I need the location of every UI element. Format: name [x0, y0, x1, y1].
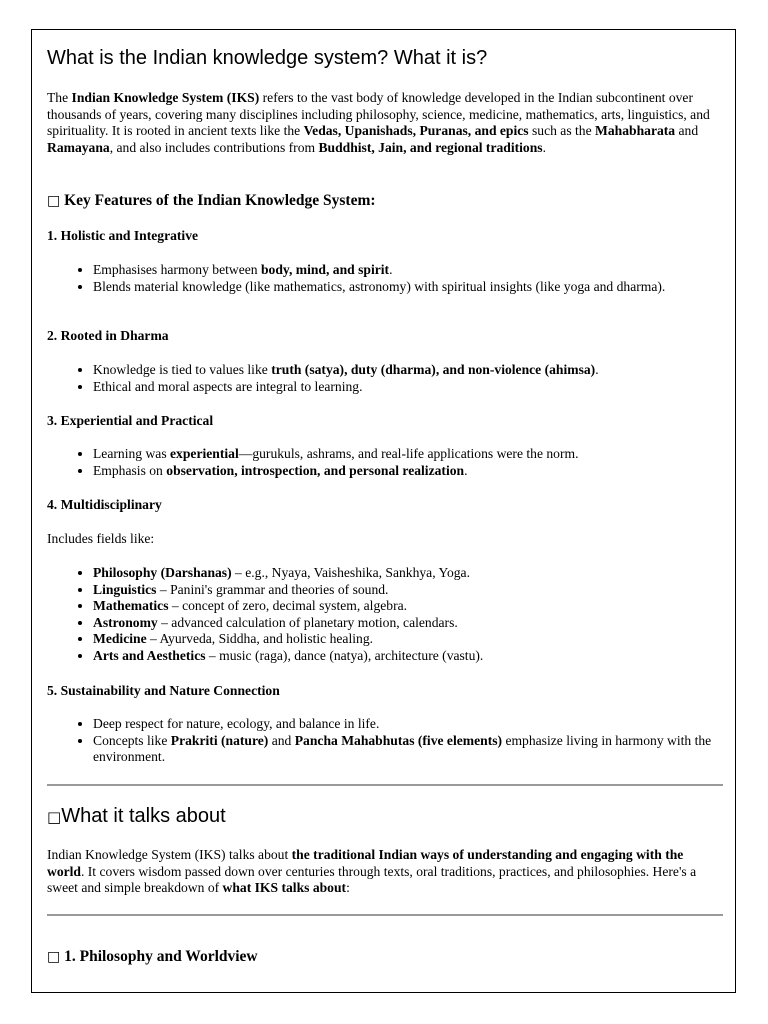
list-item-text: —gurukuls, ashrams, and real-life applications were the norm.	[238, 446, 579, 461]
list-item-term: Arts and Aesthetics	[93, 647, 206, 663]
list-item-text: Emphasises harmony between	[93, 262, 261, 277]
list-experiential	[47, 446, 723, 479]
list-sustainability	[47, 716, 723, 766]
list-item-text: Knowledge is tied to values like	[93, 362, 272, 377]
key-features-heading	[47, 191, 376, 211]
list-item	[93, 463, 723, 480]
intro-bold-ramayana: Ramayana	[47, 139, 110, 155]
philosophy-heading	[47, 947, 258, 967]
list-item	[93, 615, 723, 632]
list-item	[93, 648, 723, 665]
list-item: • Ethical and moral aspects are integral to learning.	[93, 379, 723, 396]
list-item: • Blends material knowledge (like mathematics, astronomy) with spiritual insights (like yoga and dharma).	[93, 279, 723, 296]
list-item	[93, 631, 723, 648]
intro-text: and	[675, 123, 699, 138]
section-heading-holistic: 1. Holistic and Integrative	[47, 228, 199, 243]
intro-bold-texts: Vedas, Upanishads, Puranas, and epics	[303, 123, 529, 138]
list-item	[93, 733, 723, 766]
section-heading-sustainability: 5. Sustainability and Nature Connection	[47, 683, 280, 698]
intro-paragraph	[47, 90, 723, 156]
list-item-desc: – advanced calculation of planetary motion, calendars.	[157, 614, 458, 630]
placeholder-glyph-icon: □	[47, 808, 62, 826]
talks-text: :	[346, 880, 350, 895]
document-page	[31, 29, 736, 993]
intro-text: , and also includes contributions from	[109, 139, 319, 155]
horizontal-divider	[47, 784, 723, 786]
list-item-term: Medicine	[93, 631, 147, 646]
list-item	[93, 362, 723, 379]
placeholder-glyph-icon: □	[47, 193, 61, 209]
list-item-bold: experiential	[170, 446, 239, 461]
placeholder-glyph-icon: □	[47, 949, 61, 965]
list-item-bold: body, mind, and spirit	[261, 262, 390, 277]
section-heading-dharma: 2. Rooted in Dharma	[47, 328, 169, 343]
list-item-bold: Prakriti (nature)	[170, 732, 269, 748]
list-item-desc: – e.g., Nyaya, Vaisheshika, Sankhya, Yoga.	[231, 565, 470, 580]
list-item	[93, 262, 723, 279]
list-item-bold: truth (satya), duty (dharma), and non-violence (ahimsa)	[271, 362, 596, 377]
intro-text: refers to the vast body of knowledge developed in the Indian subcontinent over thousands of years, covering many disciplines including philosophy, science, medicine, mathematics, arts, linguistics, and spirituality. It is rooted in ancient texts like the	[47, 90, 710, 138]
talks-bold: the traditional Indian ways of understanding and engaging with the world	[47, 847, 684, 879]
talks-paragraph	[47, 847, 723, 897]
list-item-desc: – music (raga), dance (natya), architecture (vastu).	[205, 647, 484, 663]
list-item	[93, 446, 723, 463]
list-item	[93, 598, 723, 615]
section-heading-experiential: 3. Experiential and Practical	[47, 413, 214, 428]
list-item-desc: – Panini's grammar and theories of sound.	[156, 581, 389, 597]
intro-bold-mahabharata: Mahabharata	[595, 123, 676, 138]
page-title: What is the Indian knowledge system? What it is?	[47, 47, 488, 69]
list-item-text: .	[595, 362, 599, 377]
intro-text: such as the	[528, 123, 596, 138]
list-item-term: Mathematics	[93, 598, 169, 613]
list-item-text: Learning was	[93, 446, 171, 461]
intro-bold-traditions: Buddhist, Jain, and regional traditions	[318, 139, 543, 155]
list-item-text: .	[464, 462, 468, 478]
list-item	[93, 582, 723, 599]
list-item	[93, 565, 723, 582]
list-item-term: Astronomy	[93, 614, 158, 630]
list-holistic	[47, 262, 723, 295]
list-item-term: Linguistics	[93, 581, 157, 597]
list-item-desc: – concept of zero, decimal system, algebra.	[168, 598, 408, 613]
talks-text: . It covers wisdom passed down over centuries through texts, oral traditions, practices, and philosophies. Here's a sweet and simple breakdown of	[47, 863, 697, 895]
list-item-text: Emphasis on	[93, 462, 167, 478]
talks-text: Indian Knowledge System (IKS) talks about	[47, 847, 292, 862]
talks-heading	[47, 802, 226, 831]
list-item-term: Philosophy (Darshanas)	[93, 565, 232, 580]
intro-text: The	[47, 90, 72, 105]
talks-bold: what IKS talks about	[222, 880, 347, 895]
list-dharma	[47, 362, 723, 395]
list-item: • Deep respect for nature, ecology, and balance in life.	[93, 716, 723, 733]
list-item-text: and	[268, 732, 295, 748]
intro-bold-iks: Indian Knowledge System (IKS)	[71, 90, 260, 105]
key-features-heading-text: Key Features of the Indian Knowledge System:	[64, 192, 376, 209]
philosophy-heading-text: 1. Philosophy and Worldview	[64, 948, 258, 965]
list-multidisciplinary	[47, 565, 723, 664]
multidisciplinary-intro: Includes fields like:	[47, 531, 155, 546]
talks-heading-text: What it talks about	[61, 805, 226, 827]
list-item-bold: Pancha Mahabhutas (five elements)	[294, 732, 503, 748]
section-heading-multidisciplinary: 4. Multidisciplinary	[47, 497, 162, 512]
horizontal-divider	[47, 914, 723, 916]
intro-text: .	[542, 139, 546, 155]
list-item-text: emphasize living in harmony with the environment.	[93, 732, 712, 764]
list-item-text: .	[389, 262, 393, 277]
list-item-text: Concepts like	[93, 732, 171, 748]
list-item-desc: – Ayurveda, Siddha, and holistic healing.	[146, 631, 374, 646]
list-item-bold: observation, introspection, and personal realization	[166, 462, 465, 478]
